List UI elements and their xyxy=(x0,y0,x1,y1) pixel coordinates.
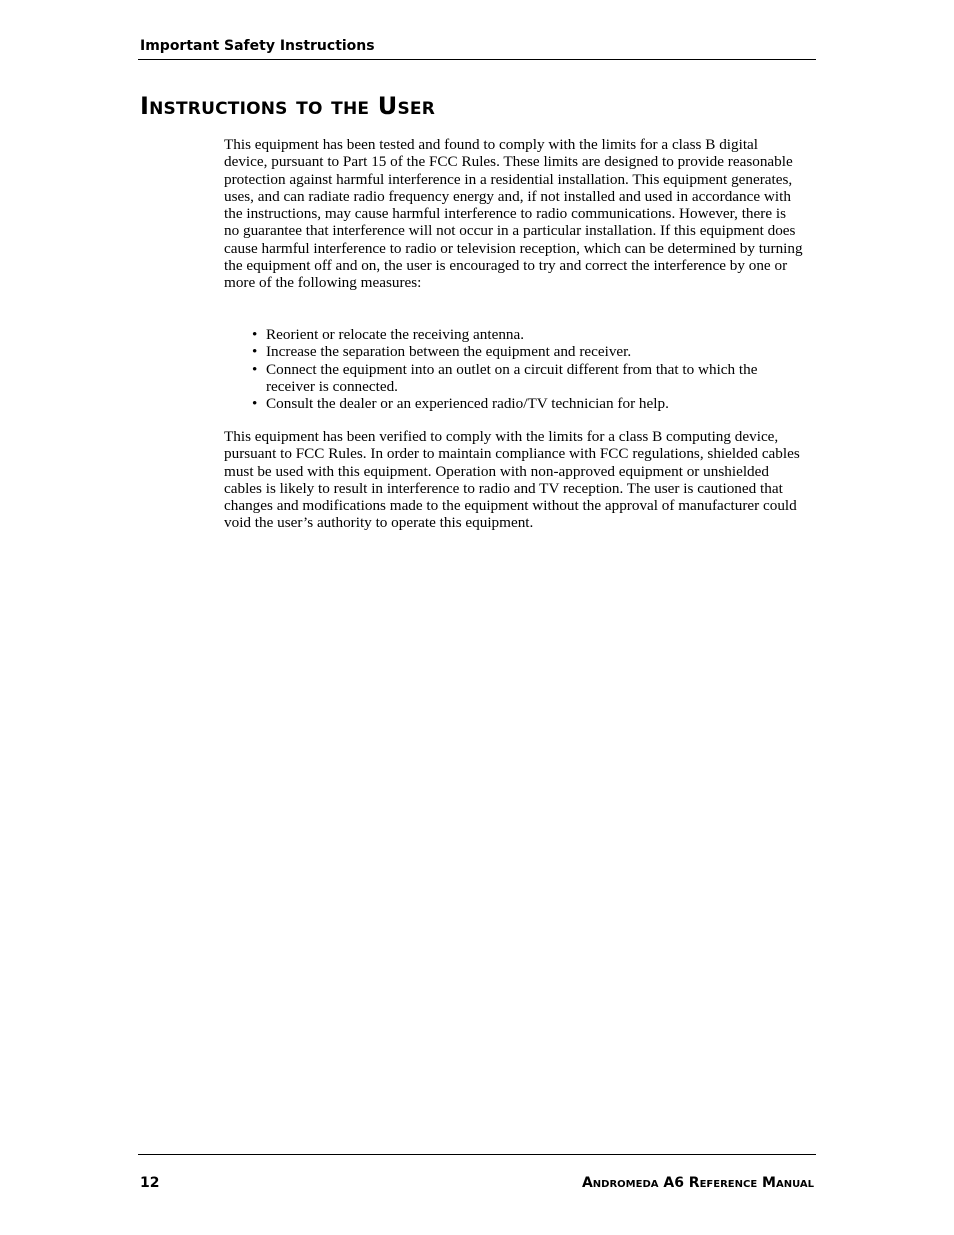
list-item-text: Consult the dealer or an experienced radio/TV technician for help. xyxy=(266,395,669,413)
bullet-icon: • xyxy=(252,360,258,378)
bullet-icon: • xyxy=(252,343,258,361)
page-number: 12 xyxy=(140,1175,160,1191)
list-item xyxy=(252,326,804,343)
bullet-icon: • xyxy=(252,395,258,413)
running-head: Important Safety Instructions xyxy=(140,38,375,54)
book-title: Andromeda A6 Reference Manual xyxy=(581,1175,814,1191)
list-item xyxy=(252,361,804,396)
bullet-icon: • xyxy=(252,326,258,343)
header-rule xyxy=(138,59,816,60)
list-item xyxy=(252,343,804,360)
fcc-paragraph-1: This equipment has been tested and found to comply with the limits for a class B digital device, pursuant to Part 15 of the FCC Rules. These limits are designed to provide reasonable protection against harmful interference in a residential installation. This equipment generates, uses, and can radiate radio frequency energy and, if not installed and used in accordance with the instructions, may cause harmful interference to radio communications. However, there is no guarantee that interference will not occur in a particular installation. If this equipment does cause harmful interference to radio or television reception, which can be determined by turning the equipment off and on, the user is encouraged to try and correct the interference by one or more of the following measures: xyxy=(224,136,803,292)
measures-list xyxy=(252,326,804,412)
list-item xyxy=(252,395,804,412)
list-item-text: Connect the equipment into an outlet on a circuit different from that to which the receiver is connected. xyxy=(266,360,758,395)
footer-rule xyxy=(138,1154,816,1155)
list-item-text: Reorient or relocate the receiving antenna. xyxy=(266,326,525,343)
list-item-text: Increase the separation between the equipment and receiver. xyxy=(266,343,632,361)
fcc-paragraph-2: This equipment has been verified to comply with the limits for a class B computing device, pursuant to FCC Rules. In order to maintain compliance with FCC regulations, shielded cables must be used with this equipment. Operation with non-approved equipment or unshielded cables is likely to result in interference to radio and TV reception. The user is cautioned that changes and modifications made to the equipment without the approval of manufacturer could void the user’s authority to operate this equipment. xyxy=(224,428,800,532)
section-title: Instructions to the User xyxy=(140,92,435,120)
